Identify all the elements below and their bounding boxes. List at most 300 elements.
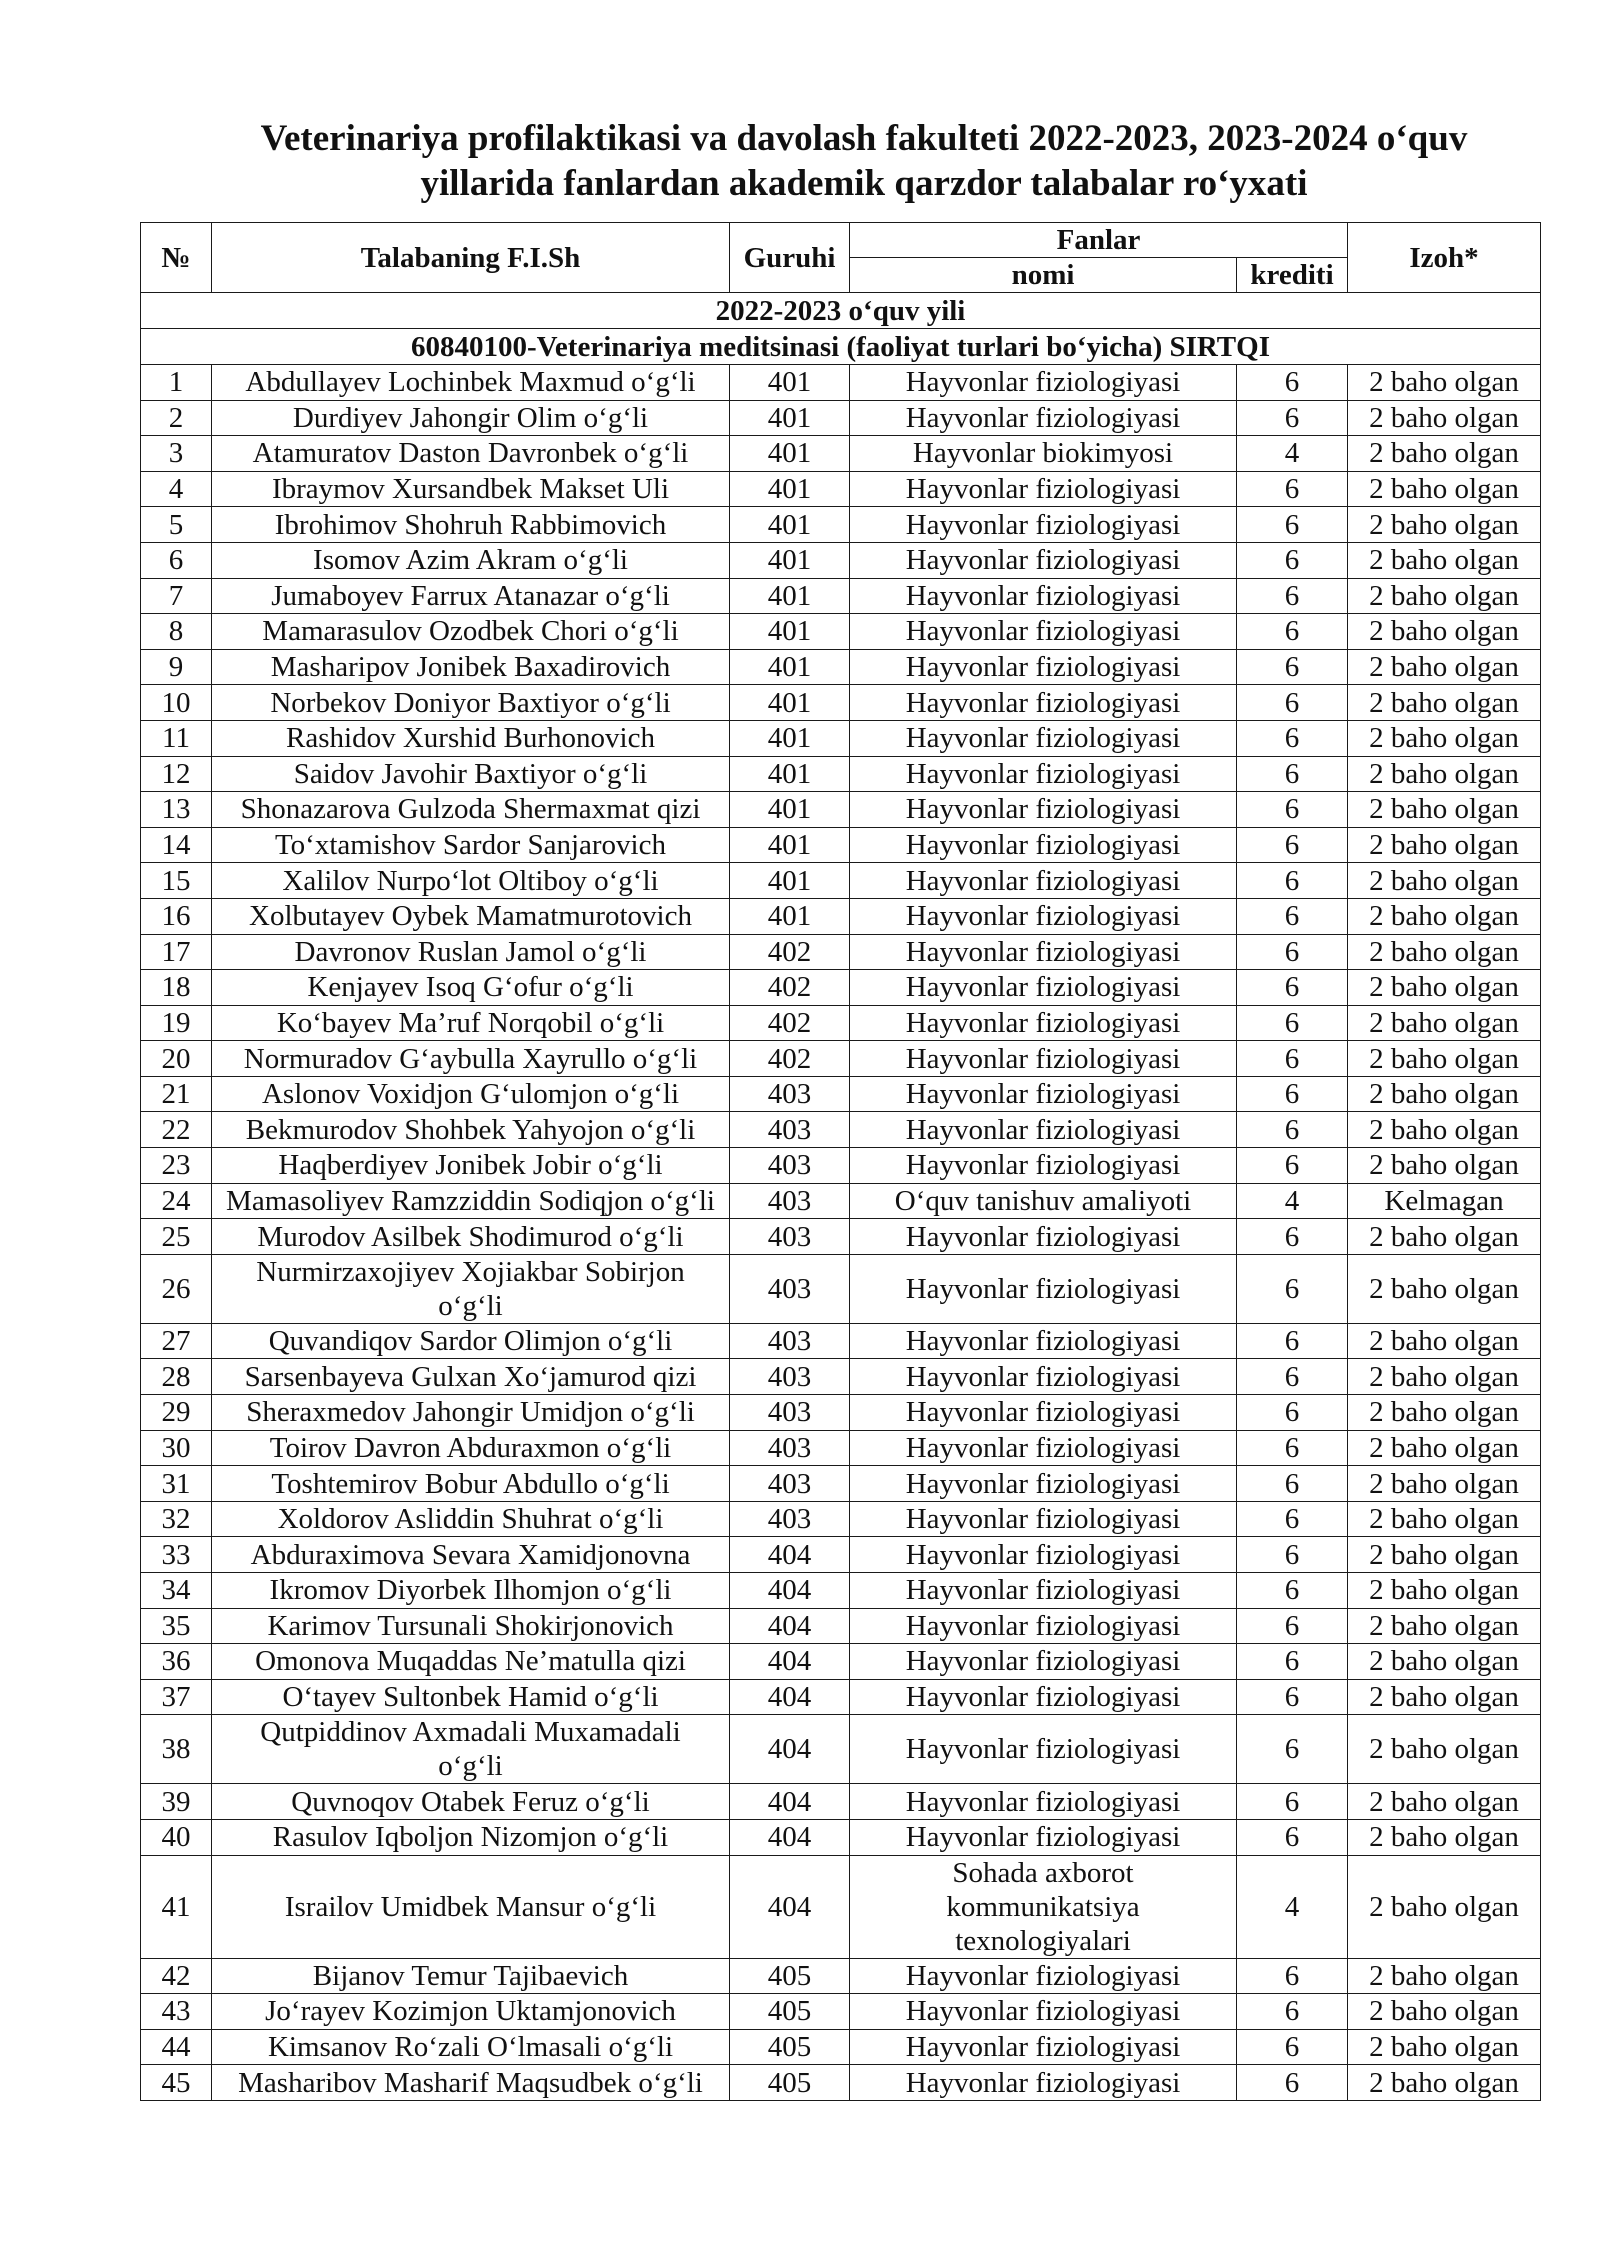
header-note: Izoh* [1348,223,1541,293]
note-cell: 2 baho olgan [1348,1005,1541,1041]
credits-cell: 6 [1237,792,1348,828]
table-row [141,1430,1541,1466]
note-cell: 2 baho olgan [1348,1644,1541,1680]
note-cell: 2 baho olgan [1348,1076,1541,1112]
note-cell: 2 baho olgan [1348,436,1541,472]
note-cell: 2 baho olgan [1348,507,1541,543]
row-number: 15 [141,863,212,899]
credits-cell: 6 [1237,542,1348,578]
student-name: Rashidov Xurshid Burhonovich [212,720,730,756]
table-header [141,223,1541,293]
note-cell: 2 baho olgan [1348,1112,1541,1148]
group-cell: 404 [730,1644,850,1680]
student-name: Aslonov Voxidjon G‘ulomjon o‘g‘li [212,1076,730,1112]
student-name: Israilov Umidbek Mansur o‘g‘li [212,1855,730,1958]
subject-name: Hayvonlar fiziologiyasi [850,400,1237,436]
note-cell: 2 baho olgan [1348,614,1541,650]
row-number: 13 [141,792,212,828]
subject-name: Hayvonlar fiziologiyasi [850,1112,1237,1148]
note-cell: 2 baho olgan [1348,1537,1541,1573]
subject-name: Hayvonlar fiziologiyasi [850,365,1237,401]
subject-name: Hayvonlar fiziologiyasi [850,578,1237,614]
group-cell: 404 [730,1855,850,1958]
note-cell: 2 baho olgan [1348,1466,1541,1502]
table-row [141,578,1541,614]
note-cell: 2 baho olgan [1348,649,1541,685]
row-number: 33 [141,1537,212,1573]
student-name: Masharibov Masharif Maqsudbek o‘g‘li [212,2065,730,2101]
credits-cell: 6 [1237,827,1348,863]
table-row [141,1715,1541,1784]
table-row [141,1005,1541,1041]
table-row [141,898,1541,934]
row-number: 22 [141,1112,212,1148]
row-number: 35 [141,1608,212,1644]
note-cell: 2 baho olgan [1348,1784,1541,1820]
row-number: 26 [141,1254,212,1323]
subject-name: Hayvonlar fiziologiyasi [850,1819,1237,1855]
student-name: Ibraymov Xursandbek Makset Uli [212,471,730,507]
subject-name: Hayvonlar fiziologiyasi [850,471,1237,507]
student-name: Rasulov Iqboljon Nizomjon o‘g‘li [212,1819,730,1855]
credits-cell: 6 [1237,1819,1348,1855]
table-row [141,1112,1541,1148]
student-name: Bijanov Temur Tajibaevich [212,1958,730,1994]
credits-cell: 6 [1237,970,1348,1006]
row-number: 32 [141,1501,212,1537]
table-row [141,1994,1541,2030]
credits-cell: 6 [1237,1359,1348,1395]
student-name: Qutpiddinov Axmadali Muxamadali o‘g‘li [212,1715,730,1784]
group-cell: 401 [730,756,850,792]
student-name: Sarsenbayeva Gulxan Xo‘jamurod qizi [212,1359,730,1395]
credits-cell: 6 [1237,1005,1348,1041]
row-number: 38 [141,1715,212,1784]
row-number: 16 [141,898,212,934]
group-cell: 403 [730,1148,850,1184]
row-number: 9 [141,649,212,685]
table-row [141,400,1541,436]
table-row [141,1958,1541,1994]
credits-cell: 4 [1237,1183,1348,1219]
table-row [141,471,1541,507]
note-cell: 2 baho olgan [1348,827,1541,863]
table-row [141,2065,1541,2101]
group-cell: 405 [730,2065,850,2101]
group-cell: 402 [730,970,850,1006]
credits-cell: 6 [1237,1219,1348,1255]
row-number: 3 [141,436,212,472]
group-cell: 403 [730,1501,850,1537]
note-cell: 2 baho olgan [1348,863,1541,899]
student-name: Xalilov Nurpo‘lot Oltiboy o‘g‘li [212,863,730,899]
note-cell: 2 baho olgan [1348,1608,1541,1644]
section-program-row [141,329,1541,365]
credits-cell: 6 [1237,507,1348,543]
note-cell: 2 baho olgan [1348,792,1541,828]
student-name: Nurmirzaxojiyev Xojiakbar Sobirjon o‘g‘li [212,1254,730,1323]
table-row [141,614,1541,650]
row-number: 21 [141,1076,212,1112]
row-number: 31 [141,1466,212,1502]
note-cell: 2 baho olgan [1348,365,1541,401]
row-number: 44 [141,2029,212,2065]
subject-name: Hayvonlar fiziologiyasi [850,898,1237,934]
table-row [141,863,1541,899]
note-cell: 2 baho olgan [1348,1395,1541,1431]
group-cell: 404 [730,1679,850,1715]
group-cell: 401 [730,578,850,614]
credits-cell: 6 [1237,471,1348,507]
note-cell: 2 baho olgan [1348,578,1541,614]
group-cell: 401 [730,898,850,934]
section-year-label: 2022-2023 o‘quv yili [141,293,1541,329]
student-name: Karimov Tursunali Shokirjonovich [212,1608,730,1644]
credits-cell: 6 [1237,1466,1348,1502]
credits-cell: 6 [1237,1254,1348,1323]
credits-cell: 6 [1237,400,1348,436]
note-cell: 2 baho olgan [1348,1323,1541,1359]
section-program-label: 60840100-Veterinariya meditsinasi (faoliyat turlari bo‘yicha) SIRTQI [141,329,1541,365]
subject-name: Hayvonlar fiziologiyasi [850,1679,1237,1715]
subject-name: O‘quv tanishuv amaliyoti [850,1183,1237,1219]
group-cell: 404 [730,1819,850,1855]
subject-name: Hayvonlar fiziologiyasi [850,1537,1237,1573]
student-name: Ikromov Diyorbek Ilhomjon o‘g‘li [212,1573,730,1609]
row-number: 29 [141,1395,212,1431]
subject-name: Hayvonlar fiziologiyasi [850,685,1237,721]
group-cell: 402 [730,934,850,970]
group-cell: 401 [730,827,850,863]
row-number: 5 [141,507,212,543]
table-row [141,542,1541,578]
student-name: Masharipov Jonibek Baxadirovich [212,649,730,685]
credits-cell: 6 [1237,1573,1348,1609]
subject-name: Hayvonlar fiziologiyasi [850,1395,1237,1431]
row-number: 14 [141,827,212,863]
row-number: 39 [141,1784,212,1820]
student-name: Durdiyev Jahongir Olim o‘g‘li [212,400,730,436]
student-name: Kenjayev Isoq G‘ofur o‘g‘li [212,970,730,1006]
subject-name: Hayvonlar fiziologiyasi [850,1323,1237,1359]
student-name: Bekmurodov Shohbek Yahyojon o‘g‘li [212,1112,730,1148]
credits-cell: 6 [1237,898,1348,934]
section-year-row [141,293,1541,329]
group-cell: 403 [730,1112,850,1148]
group-cell: 403 [730,1254,850,1323]
note-cell: 2 baho olgan [1348,1573,1541,1609]
row-number: 45 [141,2065,212,2101]
credits-cell: 6 [1237,1430,1348,1466]
group-cell: 401 [730,507,850,543]
credits-cell: 6 [1237,756,1348,792]
subject-name: Hayvonlar fiziologiyasi [850,649,1237,685]
student-name: Haqberdiyev Jonibek Jobir o‘g‘li [212,1148,730,1184]
table-row [141,1819,1541,1855]
subject-name: Hayvonlar fiziologiyasi [850,1573,1237,1609]
table-row [141,1501,1541,1537]
table-row [141,934,1541,970]
subject-name: Hayvonlar fiziologiyasi [850,2065,1237,2101]
table-body [141,293,1541,2101]
table-row [141,1183,1541,1219]
credits-cell: 6 [1237,2029,1348,2065]
subject-name: Hayvonlar fiziologiyasi [850,1501,1237,1537]
group-cell: 403 [730,1219,850,1255]
note-cell: 2 baho olgan [1348,898,1541,934]
group-cell: 404 [730,1573,850,1609]
table-row [141,685,1541,721]
subject-name: Hayvonlar fiziologiyasi [850,1430,1237,1466]
credits-cell: 6 [1237,1715,1348,1784]
row-number: 10 [141,685,212,721]
group-cell: 401 [730,400,850,436]
student-name: Omonova Muqaddas Ne’matulla qizi [212,1644,730,1680]
group-cell: 404 [730,1715,850,1784]
note-cell: 2 baho olgan [1348,1041,1541,1077]
note-cell: 2 baho olgan [1348,1715,1541,1784]
table-row [141,1041,1541,1077]
subject-name: Hayvonlar fiziologiyasi [850,827,1237,863]
note-cell: 2 baho olgan [1348,1359,1541,1395]
subject-name: Hayvonlar fiziologiyasi [850,792,1237,828]
table-row [141,1254,1541,1323]
student-name: Toshtemirov Bobur Abdullo o‘g‘li [212,1466,730,1502]
note-cell: 2 baho olgan [1348,934,1541,970]
table-row [141,720,1541,756]
group-cell: 403 [730,1323,850,1359]
row-number: 43 [141,1994,212,2030]
student-name: Mamarasulov Ozodbek Chori o‘g‘li [212,614,730,650]
group-cell: 402 [730,1041,850,1077]
table-row [141,1148,1541,1184]
row-number: 37 [141,1679,212,1715]
student-name: Saidov Javohir Baxtiyor o‘g‘li [212,756,730,792]
subject-name: Hayvonlar fiziologiyasi [850,1041,1237,1077]
subject-name: Hayvonlar fiziologiyasi [850,542,1237,578]
group-cell: 401 [730,685,850,721]
credits-cell: 6 [1237,1608,1348,1644]
header-row-1 [141,223,1541,258]
group-cell: 401 [730,436,850,472]
credits-cell: 6 [1237,1994,1348,2030]
credits-cell: 6 [1237,1784,1348,1820]
student-name: Mamasoliyev Ramzziddin Sodiqjon o‘g‘li [212,1183,730,1219]
table-row [141,1395,1541,1431]
student-name: O‘tayev Sultonbek Hamid o‘g‘li [212,1679,730,1715]
group-cell: 405 [730,2029,850,2065]
student-name: Xoldorov Asliddin Shuhrat o‘g‘li [212,1501,730,1537]
note-cell: 2 baho olgan [1348,1254,1541,1323]
row-number: 17 [141,934,212,970]
note-cell: 2 baho olgan [1348,542,1541,578]
note-cell: 2 baho olgan [1348,1994,1541,2030]
note-cell: 2 baho olgan [1348,471,1541,507]
credits-cell: 6 [1237,578,1348,614]
row-number: 6 [141,542,212,578]
note-cell: 2 baho olgan [1348,2065,1541,2101]
group-cell: 403 [730,1183,850,1219]
row-number: 41 [141,1855,212,1958]
subject-name: Hayvonlar fiziologiyasi [850,970,1237,1006]
note-cell: 2 baho olgan [1348,400,1541,436]
header-number: № [141,223,212,293]
table-row [141,1608,1541,1644]
note-cell: 2 baho olgan [1348,1958,1541,1994]
group-cell: 401 [730,614,850,650]
table-row [141,1537,1541,1573]
credits-cell: 6 [1237,365,1348,401]
subject-name: Hayvonlar fiziologiyasi [850,1219,1237,1255]
group-cell: 401 [730,471,850,507]
student-name: Norbekov Doniyor Baxtiyor o‘g‘li [212,685,730,721]
table-row [141,1855,1541,1958]
row-number: 30 [141,1430,212,1466]
student-name: Ko‘bayev Ma’ruf Norqobil o‘g‘li [212,1005,730,1041]
subject-name: Hayvonlar fiziologiyasi [850,2029,1237,2065]
header-credits: krediti [1237,258,1348,293]
table-row [141,1323,1541,1359]
document-title-line-1: Veterinariya profilaktikasi va davolash fakulteti 2022-2023, 2023-2024 o‘quv [260,118,1468,159]
credits-cell: 6 [1237,2065,1348,2101]
subject-name: Hayvonlar fiziologiyasi [850,934,1237,970]
note-cell: 2 baho olgan [1348,1148,1541,1184]
credits-cell: 4 [1237,436,1348,472]
document-title [0,116,1600,206]
table-row [141,436,1541,472]
note-cell: 2 baho olgan [1348,970,1541,1006]
row-number: 8 [141,614,212,650]
note-cell: 2 baho olgan [1348,756,1541,792]
group-cell: 404 [730,1608,850,1644]
group-cell: 404 [730,1784,850,1820]
student-name: Normuradov G‘aybulla Xayrullo o‘g‘li [212,1041,730,1077]
row-number: 11 [141,720,212,756]
student-name: Jumaboyev Farrux Atanazar o‘g‘li [212,578,730,614]
row-number: 1 [141,365,212,401]
row-number: 18 [141,970,212,1006]
student-name: Atamuratov Daston Davronbek o‘g‘li [212,436,730,472]
table-row [141,1219,1541,1255]
note-cell: 2 baho olgan [1348,1501,1541,1537]
group-cell: 403 [730,1466,850,1502]
row-number: 23 [141,1148,212,1184]
credits-cell: 6 [1237,863,1348,899]
credits-cell: 6 [1237,614,1348,650]
subject-name: Hayvonlar fiziologiyasi [850,507,1237,543]
subject-name: Hayvonlar fiziologiyasi [850,1608,1237,1644]
table-row [141,756,1541,792]
group-cell: 401 [730,365,850,401]
credits-cell: 6 [1237,1644,1348,1680]
row-number: 2 [141,400,212,436]
row-number: 24 [141,1183,212,1219]
note-cell: 2 baho olgan [1348,685,1541,721]
credits-cell: 6 [1237,1112,1348,1148]
subject-name: Hayvonlar fiziologiyasi [850,1644,1237,1680]
group-cell: 403 [730,1076,850,1112]
row-number: 7 [141,578,212,614]
note-cell: Kelmagan [1348,1183,1541,1219]
row-number: 19 [141,1005,212,1041]
subject-name: Hayvonlar fiziologiyasi [850,1784,1237,1820]
student-name: Murodov Asilbek Shodimurod o‘g‘li [212,1219,730,1255]
group-cell: 401 [730,863,850,899]
note-cell: 2 baho olgan [1348,720,1541,756]
row-number: 36 [141,1644,212,1680]
student-name: Abduraximova Sevara Xamidjonovna [212,1537,730,1573]
group-cell: 403 [730,1359,850,1395]
student-name: Quvnoqov Otabek Feruz o‘g‘li [212,1784,730,1820]
subject-name: Hayvonlar fiziologiyasi [850,1958,1237,1994]
table-row [141,970,1541,1006]
debtors-table [140,222,1541,2101]
group-cell: 401 [730,649,850,685]
group-cell: 401 [730,792,850,828]
student-name: Sheraxmedov Jahongir Umidjon o‘g‘li [212,1395,730,1431]
group-cell: 403 [730,1430,850,1466]
row-number: 27 [141,1323,212,1359]
credits-cell: 6 [1237,720,1348,756]
table-row [141,1076,1541,1112]
subject-name: Hayvonlar fiziologiyasi [850,720,1237,756]
subject-name: Sohada axborot kommunikatsiya texnologiyalari [850,1855,1237,1958]
credits-cell: 6 [1237,1537,1348,1573]
table-row [141,1359,1541,1395]
row-number: 25 [141,1219,212,1255]
table-row [141,827,1541,863]
table-row [141,1644,1541,1680]
table-row [141,1784,1541,1820]
credits-cell: 6 [1237,1076,1348,1112]
row-number: 12 [141,756,212,792]
subject-name: Hayvonlar fiziologiyasi [850,1005,1237,1041]
header-subjects: Fanlar [850,223,1348,258]
student-name: Davronov Ruslan Jamol o‘g‘li [212,934,730,970]
row-number: 34 [141,1573,212,1609]
group-cell: 403 [730,1395,850,1431]
group-cell: 401 [730,720,850,756]
student-name: Jo‘rayev Kozimjon Uktamjonovich [212,1994,730,2030]
group-cell: 405 [730,1958,850,1994]
subject-name: Hayvonlar fiziologiyasi [850,1994,1237,2030]
note-cell: 2 baho olgan [1348,2029,1541,2065]
student-name: To‘xtamishov Sardor Sanjarovich [212,827,730,863]
subject-name: Hayvonlar fiziologiyasi [850,756,1237,792]
student-name: Quvandiqov Sardor Olimjon o‘g‘li [212,1323,730,1359]
table-row [141,649,1541,685]
table-row [141,1466,1541,1502]
row-number: 42 [141,1958,212,1994]
header-group: Guruhi [730,223,850,293]
note-cell: 2 baho olgan [1348,1855,1541,1958]
credits-cell: 6 [1237,934,1348,970]
table-row [141,2029,1541,2065]
group-cell: 402 [730,1005,850,1041]
student-name: Isomov Azim Akram o‘g‘li [212,542,730,578]
header-subject-name: nomi [850,258,1237,293]
credits-cell: 6 [1237,1501,1348,1537]
credits-cell: 6 [1237,1323,1348,1359]
credits-cell: 6 [1237,1395,1348,1431]
subject-name: Hayvonlar fiziologiyasi [850,1466,1237,1502]
subject-name: Hayvonlar fiziologiyasi [850,863,1237,899]
row-number: 40 [141,1819,212,1855]
header-student-name: Talabaning F.I.Sh [212,223,730,293]
student-name: Ibrohimov Shohruh Rabbimovich [212,507,730,543]
note-cell: 2 baho olgan [1348,1679,1541,1715]
group-cell: 401 [730,542,850,578]
